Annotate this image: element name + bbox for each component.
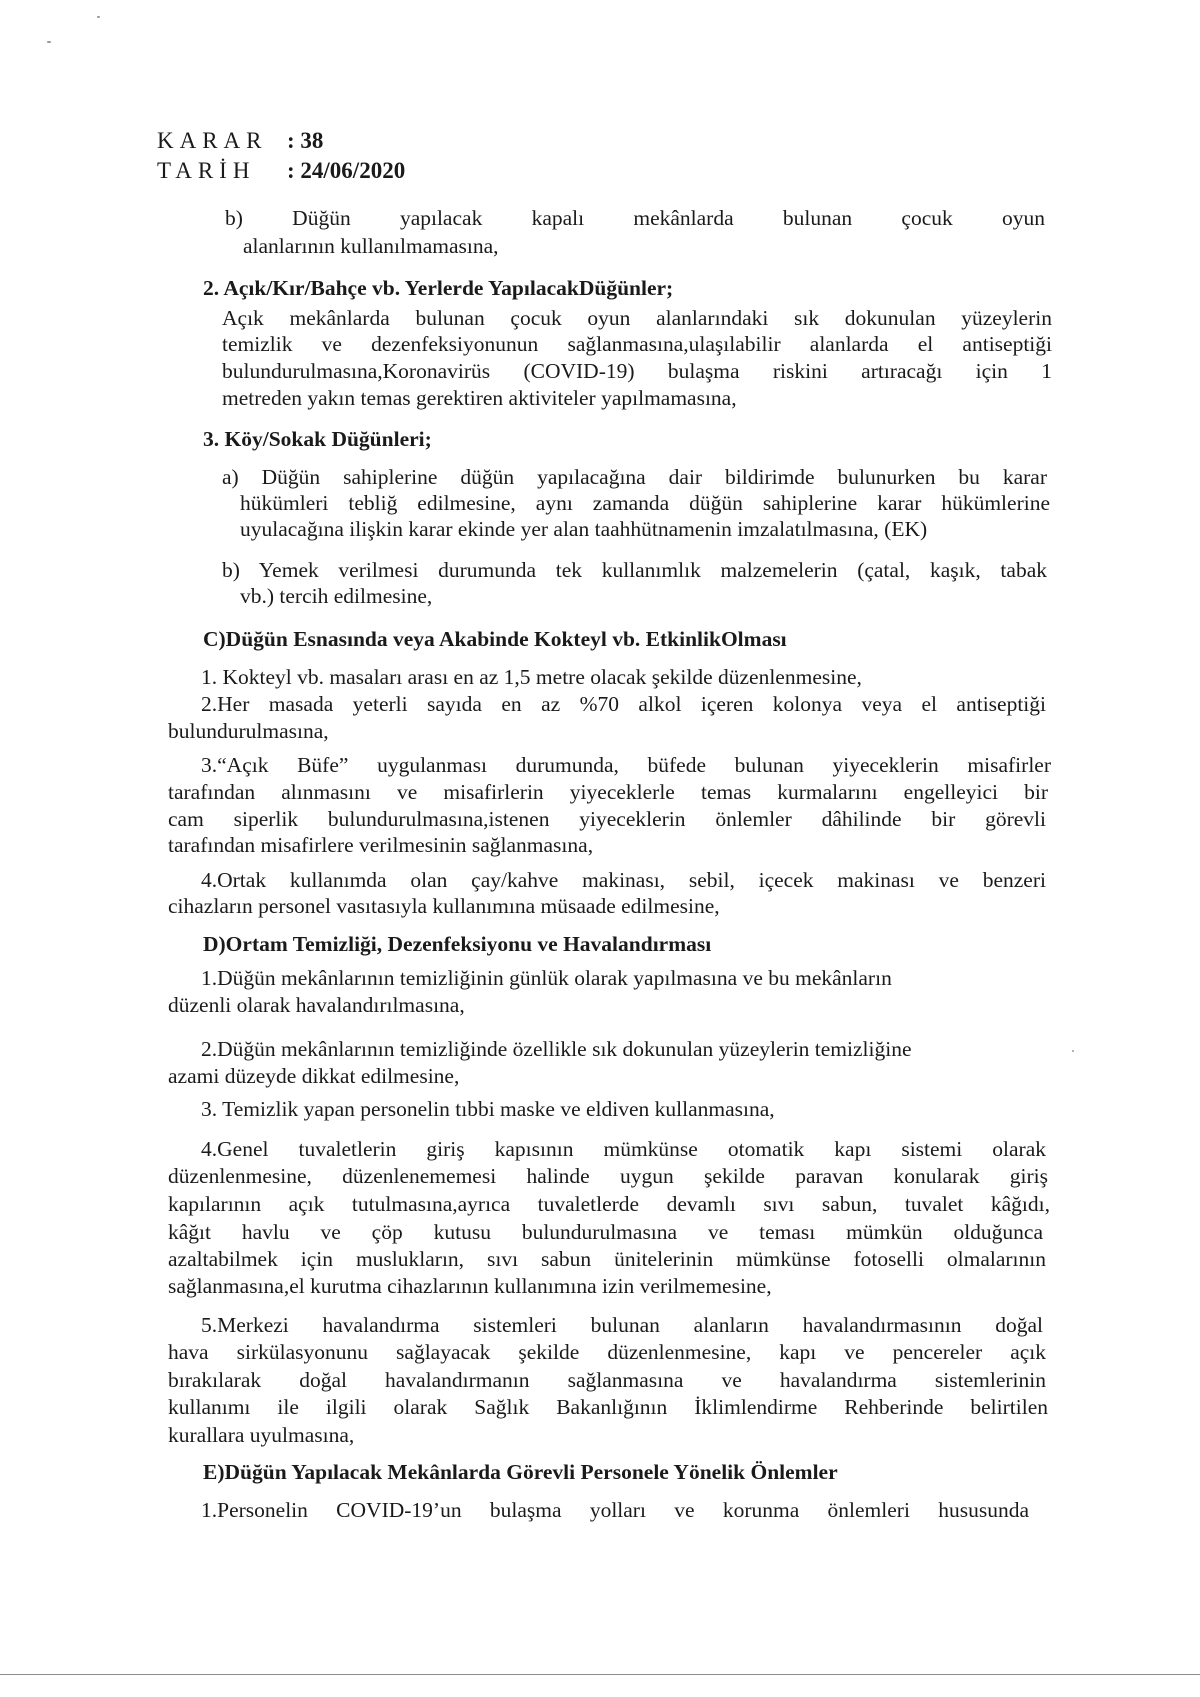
body-text-line: b) Yemek verilmesi durumunda tek kullanımlık malzemelerin (çatal, kaşık, tabak [222,558,1047,582]
body-text-line: temizlik ve dezenfeksiyonunun sağlanmasına,ulaşılabilir alanlarda el antiseptiği [222,332,1052,356]
section-heading: D)Ortam Temizliği, Dezenfeksiyonu ve Havalandırması [203,932,712,956]
body-text-line: alanlarının kullanılmamasına, [243,234,499,258]
karar-label: KARAR [157,128,268,153]
body-text-line: kapılarının açık tutulmasına,ayrıca tuvaletlerde devamlı sıvı sabun, tuvalet kâğıdı, [168,1192,1050,1216]
body-text-line: bulundurulmasına, [168,719,329,743]
body-text-line: 1.Düğün mekânlarının temizliğinin günlük olarak yapılmasına ve bu mekânların [201,966,892,990]
body-text-line: bırakılarak doğal havalandırmanın sağlanmasına ve havalandırma sistemlerinin [168,1368,1046,1392]
karar-number: : 38 [287,128,324,153]
body-text-line: Açık mekânlarda bulunan çocuk oyun alanlarındaki sık dokunulan yüzeylerin [222,306,1052,330]
section-heading: C)Düğün Esnasında veya Akabinde Kokteyl vb. EtkinlikOlması [203,627,787,651]
body-text-line: cihazların personel vasıtasıyla kullanımına müsaade edilmesine, [168,894,720,918]
body-text-line: cam siperlik bulundurulmasına,istenen yiyeceklerin önlemler dâhilinde bir görevli [168,807,1046,831]
scan-speck [1072,1050,1074,1052]
body-text-line: 2.Düğün mekânlarının temizliğinde özellikle sık dokunulan yüzeylerin temizliğine [201,1037,912,1061]
body-text-line: 4.Ortak kullanımda olan çay/kahve makinası, sebil, içecek makinası ve benzeri [201,868,1046,892]
body-text-line: kurallara uyulmasına, [168,1423,355,1447]
body-text-line: 3. Temizlik yapan personelin tıbbi maske ve eldiven kullanmasına, [201,1097,775,1121]
decision-header [157,126,405,186]
body-text-line: 1.Personelin COVID-19’un bulaşma yolları ve korunma önlemleri hususunda [201,1498,1029,1522]
body-text-line: azaltabilmek için muslukların, sıvı sabun ünitelerinin mümkünse fotoselli olmalarının [168,1247,1046,1271]
body-text-line: sağlanmasına,el kurutma cihazlarının kullanımına izin verilmemesine, [168,1274,772,1298]
subsection-heading: 2. Açık/Kır/Bahçe vb. Yerlerde YapılacakDüğünler; [203,276,674,300]
body-text-line: tarafından misafirlere verilmesinin sağlanmasına, [168,833,594,857]
body-text-line: bulundurulmasına,Koronavirüs (COVID-19) bulaşma riskini artıracağı için 1 [222,359,1052,383]
body-text-line: 4.Genel tuvaletlerin giriş kapısının mümkünse otomatik kapı sistemi olarak [201,1137,1046,1161]
scan-speck [47,41,51,43]
body-text-line: azami düzeyde dikkat edilmesine, [168,1064,460,1088]
body-text-line: 5.Merkezi havalandırma sistemleri bulunan alanların havalandırmasının doğal [201,1313,1043,1337]
body-text-line: b) Düğün yapılacak kapalı mekânlarda bulunan çocuk oyun [225,206,1045,230]
section-heading: E)Düğün Yapılacak Mekânlarda Görevli Personele Yönelik Önlemler [203,1460,838,1484]
body-text-line: kullanımı ile ilgili olarak Sağlık Bakanlığının İklimlendirme Rehberinde belirtilen [168,1395,1048,1419]
body-text-line: kâğıt havlu ve çöp kutusu bulundurulmasına ve teması mümkün olduğunca [168,1220,1043,1244]
body-text-line: vb.) tercih edilmesine, [240,584,433,608]
body-text-line: düzenlenmesine, düzenlenememesi halinde uygun şekilde paravan konularak giriş [168,1164,1048,1188]
body-text-line: 1. Kokteyl vb. masaları arası en az 1,5 metre olacak şekilde düzenlenmesine, [201,665,862,689]
subsection-heading: 3. Köy/Sokak Düğünleri; [203,427,432,451]
body-text-line: a) Düğün sahiplerine düğün yapılacağına dair bildirimde bulunurken bu karar [222,465,1047,489]
body-text-line: uyulacağına ilişkin karar ekinde yer alan taahhütnamenin imzalatılmasına, (EK) [240,517,928,541]
scan-speck [97,16,100,18]
tarih-label: TARİH [157,158,256,183]
page-bottom-rule [0,1674,1200,1675]
body-text-line: 3.“Açık Büfe” uygulanması durumunda, büfede bulunan yiyeceklerin misafirler [201,753,1051,777]
body-text-line: 2.Her masada yeterli sayıda en az %70 alkol içeren kolonya veya el antiseptiği [201,692,1046,716]
tarih-date: : 24/06/2020 [287,158,406,183]
body-text-line: düzenli olarak havalandırılmasına, [168,993,465,1017]
body-text-line: metreden yakın temas gerektiren aktiviteler yapılmamasına, [222,386,737,410]
body-text-line: tarafından alınmasını ve misafirlerin yiyeceklerle temas kurmalarını engelleyici bir [168,780,1048,804]
body-text-line: hükümleri tebliğ edilmesine, aynı zamanda düğün sahiplerine karar hükümlerine [240,491,1050,515]
body-text-line: hava sirkülasyonunu sağlayacak şekilde düzenlenmesine, kapı ve pencereler açık [168,1340,1046,1364]
